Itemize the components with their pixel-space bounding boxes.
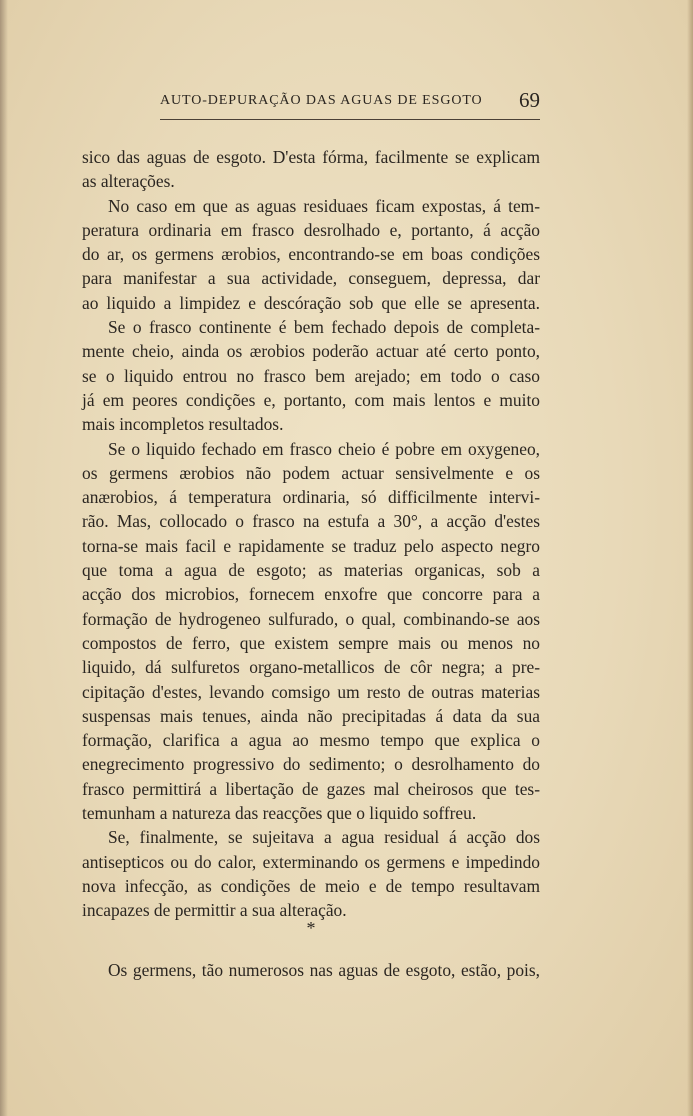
text-line: enegrecimento progressivo do sedimento; o desrolhamento do bbox=[82, 754, 540, 775]
text-line: as alterações. bbox=[82, 171, 175, 192]
text-line: nova infecção, as condições de meio e de tempo resultavam bbox=[82, 875, 540, 896]
text-line: mais incompletos resultados. bbox=[82, 414, 284, 435]
text-line: No caso em que as aguas residuaes ficam expostas, á tem- bbox=[108, 195, 540, 216]
text-line: temunham a natureza das reacções que o liquido soffreu. bbox=[82, 803, 477, 824]
text-line: se o liquido entrou no frasco bem arejado; em todo o caso bbox=[82, 365, 540, 386]
running-header bbox=[82, 88, 540, 118]
text-line: rão. Mas, collocado o frasco na estufa a 30°, a acção d'estes bbox=[82, 511, 540, 532]
text-line: sico das aguas de esgoto. D'esta fórma, facilmente se explicam bbox=[82, 147, 540, 167]
page-number: 69 bbox=[519, 88, 540, 112]
text-line: compostos de ferro, que existem sempre mais ou menos no bbox=[82, 632, 540, 653]
running-title: AUTO-DEPURAÇÃO DAS AGUAS DE ESGOTO bbox=[160, 93, 483, 108]
text-line: os germens ærobios não podem actuar sensivelmente e os bbox=[82, 462, 540, 483]
text-line: ao liquido a limpidez e descóração sob que elle se apresenta. bbox=[82, 292, 540, 313]
text-line: frasco permittirá a libertação de gazes mal cheirosos que tes- bbox=[82, 778, 540, 799]
text-line: formação de hydrogeneo sulfurado, o qual, combinando-se aos bbox=[82, 608, 540, 629]
text-line: torna-se mais facil e rapidamente se traduz pelo aspecto negro bbox=[82, 535, 540, 556]
text-line: Os germens, tão numerosos nas aguas de esgoto, estão, pois, bbox=[108, 960, 540, 980]
text-line: formação, clarifica a agua ao mesmo tempo que explica o bbox=[82, 730, 540, 751]
text-line: do ar, os germens ærobios, encontrando-se em boas condições bbox=[82, 244, 540, 265]
text-line: Se o liquido fechado em frasco cheio é pobre em oxygeneo, bbox=[108, 438, 540, 459]
text-line: já em peores condições e, portanto, com mais lentos e muito bbox=[82, 389, 540, 410]
text-line: Se, finalmente, se sujeitava a agua residual á acção dos bbox=[108, 827, 540, 848]
text-line: acção dos microbios, fornecem enxofre que concorre para a bbox=[82, 584, 540, 605]
text-line: Se o frasco continente é bem fechado depois de completa- bbox=[108, 317, 540, 338]
text-line: para manifestar a sua actividade, conseguem, depressa, dar bbox=[82, 268, 540, 289]
page-left-edge-shadow bbox=[0, 0, 8, 1116]
text-line: suspensas mais tenues, ainda não precipitadas á data da sua bbox=[82, 705, 540, 726]
text-line: que toma a agua de esgoto; as materias organicas, sob a bbox=[82, 560, 540, 581]
text-line: peratura ordinaria em frasco desrolhado e, portanto, á acção bbox=[82, 219, 540, 240]
section-asterism: * bbox=[306, 918, 316, 938]
text-line: cipitação d'estes, levando comsigo um resto de outras materias bbox=[82, 681, 540, 702]
header-rule bbox=[160, 119, 540, 120]
body-text bbox=[82, 145, 540, 923]
text-line: mente cheio, ainda os ærobios poderão actuar até certo ponto, bbox=[82, 341, 540, 362]
text-line: liquido, dá sulfuretos organo-metallicos de côr negra; a pre- bbox=[82, 657, 540, 678]
text-line: anærobios, á temperatura ordinaria, só difficilmente intervi- bbox=[82, 487, 540, 508]
text-line: antisepticos ou do calor, exterminando os germens e impedindo bbox=[82, 851, 540, 872]
text-line: incapazes de permittir a sua alteração. bbox=[82, 900, 347, 921]
page-right-edge-shadow bbox=[687, 0, 693, 1116]
